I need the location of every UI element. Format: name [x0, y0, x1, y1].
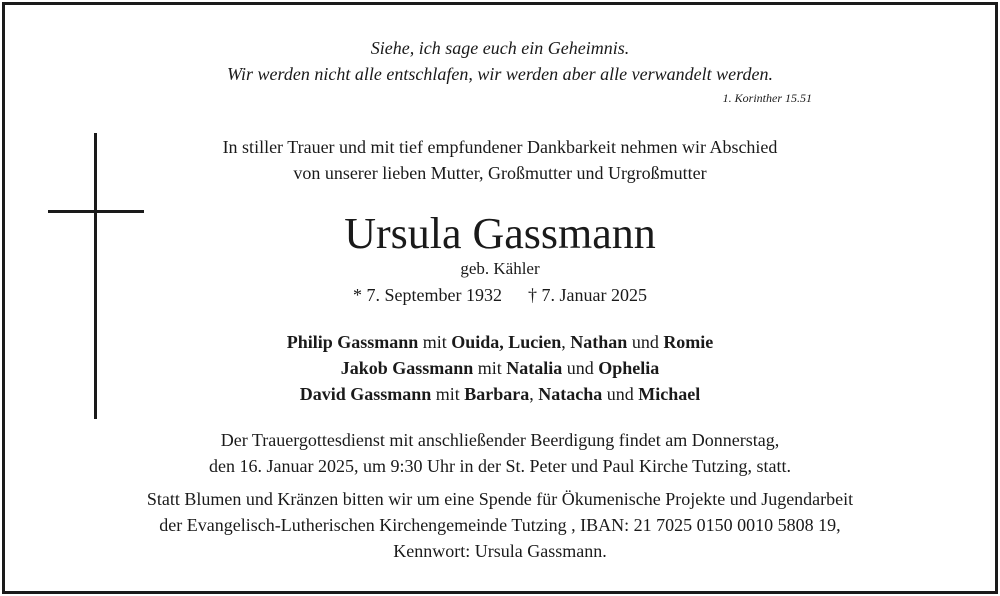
connector: mit [418, 332, 452, 352]
donation-line-1: Statt Blumen und Kränzen bitten wir um eine Spende für Ökumenische Projekte und Jugendarbeit [146, 489, 854, 509]
death-date: † 7. Januar 2025 [528, 285, 647, 305]
mourner-child: Natacha [538, 384, 603, 404]
mourner-row-2 [0, 355, 1000, 381]
connector: und [627, 332, 664, 352]
mourner-children: Ouida, Lucien [451, 332, 562, 352]
mourner-child: Romie [663, 332, 714, 352]
connector: und [562, 358, 599, 378]
connector: mit [431, 384, 465, 404]
donation-line-2: der Evangelisch-Lutherischen Kirchengemeinde Tutzing , IBAN: 21 7025 0150 0010 5808 19, [159, 515, 841, 535]
birth-name: geb. Kähler [460, 259, 540, 278]
mourner-row-3 [0, 381, 1000, 407]
donation-line-3: Kennwort: Ursula Gassmann. [393, 541, 607, 561]
connector: mit [473, 358, 507, 378]
mourner-row-1 [0, 329, 1000, 355]
intro-line-1: In stiller Trauer und mit tief empfundener Dankbarkeit nehmen wir Abschied [222, 137, 778, 157]
birth-date: * 7. September 1932 [353, 285, 502, 305]
mourner-parent: Jakob Gassmann [340, 358, 474, 378]
mourner-child: Barbara [464, 384, 530, 404]
quote-line-2: Wir werden nicht alle entschlafen, wir werden aber alle verwandelt werden. [227, 64, 773, 84]
life-dates [0, 282, 1000, 308]
mourner-parent: David Gassmann [299, 384, 432, 404]
mourner-child: Nathan [570, 332, 628, 352]
separator: , [529, 384, 539, 404]
intro-line-2: von unserer lieben Mutter, Großmutter und Urgroßmutter [293, 163, 707, 183]
connector: und [602, 384, 639, 404]
quote-reference: 1. Korinther 15.51 [722, 91, 812, 105]
mourner-child: Ophelia [598, 358, 660, 378]
service-line-1: Der Trauergottesdienst mit anschließender Beerdigung findet am Donnerstag, [220, 430, 780, 450]
deceased-name: Ursula Gassmann [344, 209, 656, 258]
mourner-child: Natalia [506, 358, 563, 378]
mourner-parent: Philip Gassmann [286, 332, 419, 352]
mourner-child: Michael [638, 384, 701, 404]
service-line-2: den 16. Januar 2025, um 9:30 Uhr in der St. Peter und Paul Kirche Tutzing, statt. [209, 456, 791, 476]
separator: , [561, 332, 571, 352]
quote-line-1: Siehe, ich sage euch ein Geheimnis. [370, 38, 630, 58]
